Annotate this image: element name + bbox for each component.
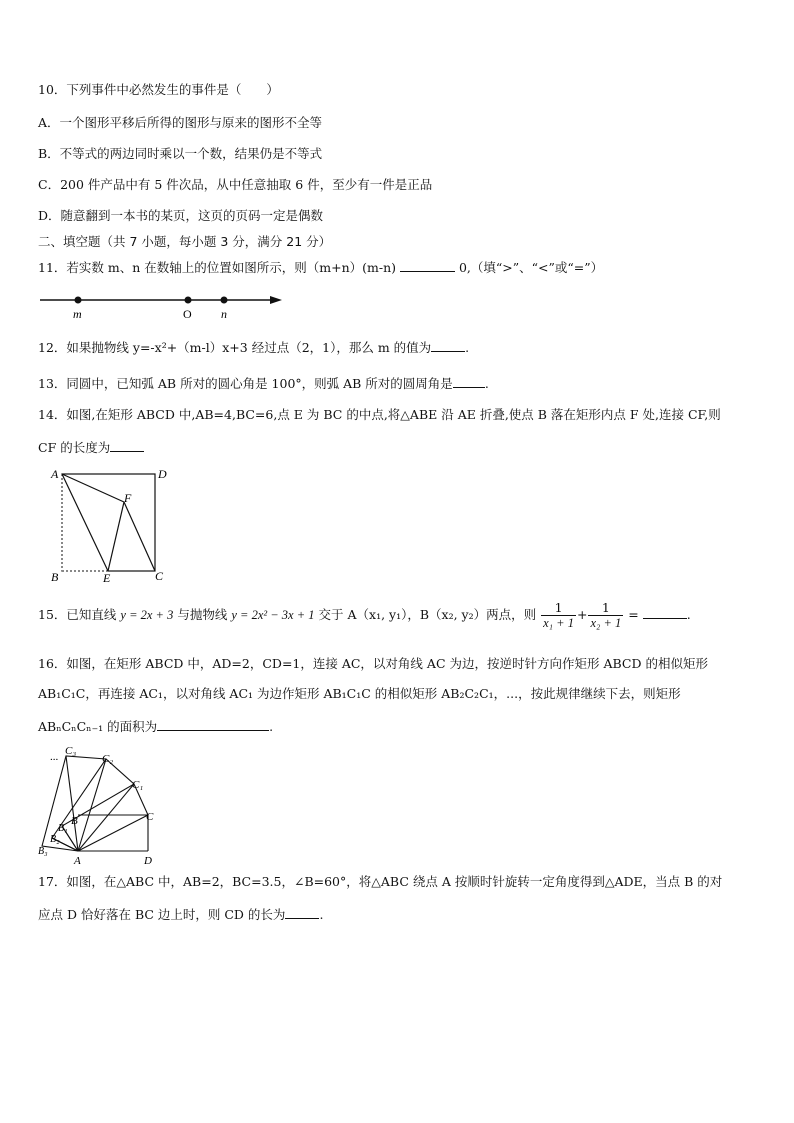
label-c: C [155, 569, 164, 583]
frac2-numerator: 1 [588, 600, 623, 616]
frac1-numerator: 1 [541, 600, 576, 616]
q10-option-b: B．不等式的两边同时乘以一个数，结果仍是不等式 [38, 146, 323, 161]
label-d: D [158, 467, 167, 481]
q16-line3-text: ABₙCₙCₙ₋₁ 的面积为 [38, 719, 158, 734]
label-n: n [221, 307, 227, 321]
label-c: C [146, 811, 154, 823]
section-title: 二、填空题（共 7 小题，每小题 3 分，满分 21 分） [38, 234, 332, 249]
label-o: O [183, 307, 192, 321]
q15-answer-blank[interactable] [643, 606, 687, 619]
label-a: A [74, 855, 81, 866]
q15-line-equation: y = 2x + 3 [120, 608, 174, 622]
point-n [221, 297, 228, 304]
point-origin [185, 297, 192, 304]
q11-answer-blank[interactable] [400, 259, 455, 272]
label-b: B [51, 570, 59, 584]
label-dots: ... [50, 751, 59, 763]
q13-answer-blank[interactable] [453, 375, 485, 388]
label-d: D [144, 855, 152, 866]
q10-option-d: D．随意翻到一本书的某页，这页的页码一定是偶数 [38, 208, 324, 223]
q11-text [38, 259, 603, 276]
q16-line1: 16．如图，在矩形 ABCD 中，AD=2，CD=1，连接 AC，以对角线 AC 为边，按逆时针方向作矩形 ABCD 的相似矩形 [38, 656, 708, 671]
q15-mid2: 交于 A（x₁, y₁），B（x₂, y₂）两点，则 [318, 607, 537, 622]
q10-option-a: A．一个图形平移后所得的图形与原来的图形不全等 [38, 115, 323, 130]
q15-end: . [686, 607, 691, 622]
label-f: F [124, 491, 132, 505]
q16-line3-end: . [269, 719, 274, 734]
q10-stem: 10．下列事件中必然发生的事件是（ ） [38, 82, 279, 97]
label-b3: B₃ [38, 846, 48, 857]
q16-line2: AB₁C₁C，再连接 AC₁，以对角线 AC₁ 为边作矩形 AB₁C₁C 的相似矩形 AB₂C₂C₁，...，按此规律继续下去，则矩形 [38, 686, 681, 701]
diagonal-ac [78, 815, 148, 851]
segment-fc [124, 502, 155, 571]
q17-line2 [38, 906, 323, 923]
q11-text-b: 0,（填“>”、“<”或“=”） [458, 260, 604, 275]
q11-text-a: 11．若实数 m、n 在数轴上的位置如图所示，则（m+n）(m-n) [38, 260, 397, 275]
q14-answer-blank[interactable] [110, 439, 144, 452]
q17-line2-text: 应点 D 恰好落在 BC 边上时，则 CD 的长为 [38, 907, 286, 922]
similar-rectangles-figure [36, 742, 166, 866]
q14-line2-text: CF 的长度为 [38, 440, 111, 455]
segment-af [62, 474, 124, 502]
q12-text [38, 339, 469, 356]
q16-line3 [38, 718, 273, 735]
segment-fe [108, 502, 124, 571]
label-m: m [73, 307, 82, 321]
q14-line2 [38, 439, 144, 456]
q15-prefix: 15．已知直线 [38, 607, 117, 622]
q15-mid1: 与抛物线 [177, 607, 228, 622]
label-e: E [103, 571, 111, 584]
q12-text-a: 12．如果抛物线 y=-x²+（m-l）x+3 经过点（2，1），那么 m 的值为 [38, 340, 432, 355]
rectangle-fold-figure [48, 462, 178, 584]
label-b1: B₁ [58, 823, 68, 834]
label-c2: C₂ [102, 753, 114, 765]
frac1-denominator: x₁ + 1 [543, 616, 574, 630]
diagonal-ac1 [78, 784, 134, 851]
rect-outline-right [62, 474, 155, 571]
q15-fraction-2 [588, 600, 623, 631]
q15-plus: + [576, 607, 588, 622]
q12-text-b: . [465, 340, 470, 355]
q13-text [38, 375, 489, 392]
number-line-arrow [270, 296, 282, 304]
q15-fraction-1 [541, 600, 576, 631]
q17-answer-blank[interactable] [285, 906, 319, 919]
q10-option-c: C．200 件产品中有 5 件次品，从中任意抽取 6 件，至少有一件是正品 [38, 177, 433, 192]
label-c1: C₁ [132, 779, 144, 791]
q13-text-a: 13．同圆中，已知弧 AB 所对的圆心角是 100°，则弧 AB 所对的圆周角是 [38, 376, 453, 391]
label-a: A [51, 467, 59, 481]
q15-text [38, 598, 691, 638]
label-b2: B₂ [50, 834, 60, 845]
label-c3: C₃ [65, 745, 77, 757]
number-line-figure [38, 290, 288, 322]
q17-line2-end: . [319, 907, 324, 922]
frac2-denominator: x₂ + 1 [590, 616, 622, 630]
q12-answer-blank[interactable] [431, 339, 465, 352]
q15-equals: = [628, 607, 639, 622]
point-m [75, 297, 82, 304]
q14-line1: 14．如图,在矩形 ABCD 中,AB=4,BC=6,点 E 为 BC 的中点,将△ABE 沿 AE 折叠,使点 B 落在矩形内点 F 处,连接 CF,则 [38, 407, 721, 422]
q13-text-b: . [484, 376, 489, 391]
segment-ae [62, 474, 108, 571]
q16-answer-blank[interactable] [157, 718, 269, 731]
rect-ab2c2c1 [52, 759, 134, 851]
label-b: B [71, 815, 78, 827]
q15-parabola-equation: y = 2x² − 3x + 1 [231, 608, 315, 622]
q17-line1: 17．如图，在△ABC 中，AB=2，BC=3.5，∠B=60°，将△ABC 绕点 A 按顺时针旋转一定角度得到△ADE，当点 B 的对 [38, 874, 723, 889]
diagonal-ac2 [78, 759, 106, 851]
